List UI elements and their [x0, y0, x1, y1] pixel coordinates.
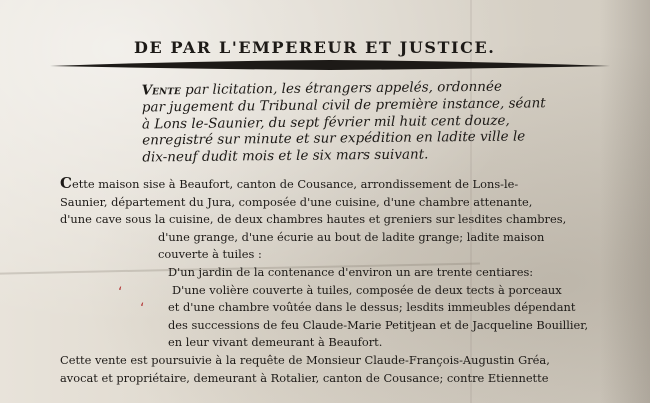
- intro-paragraph: [142, 78, 613, 167]
- body-line: en leur vivant demeurant à Beaufort.: [168, 335, 383, 350]
- body-line: d'une cave sous la cuisine, de deux chambres hautes et greniers sur lesdites chambres,: [60, 212, 567, 227]
- body-line: des successions de feu Claude-Marie Petitjean et de Jacqueline Bouillier,: [168, 317, 589, 332]
- body-line: avocat et propriétaire, demeurant à Rotalier, canton de Cousance; contre Etiennette: [60, 370, 549, 385]
- body-line: et d'une chambre voûtée dans le dessus; lesdits immeubles dépendant: [168, 300, 576, 315]
- intro-line: par jugement du Tribunal civil de première instance, séant: [141, 95, 546, 116]
- body-line: D'une volière couverte à tuiles, composée de deux tects à porceaux: [172, 282, 562, 297]
- body-line: couverte à tuiles :: [158, 247, 262, 262]
- body-line: Saunier, département du Jura, composée d'une cuisine, d'une chambre attenante,: [60, 194, 533, 209]
- body-paragraph: [60, 175, 620, 387]
- body-line: Cette vente est poursuivie à la requête de Monsieur Claude-François-Augustin Gréa,: [60, 352, 550, 367]
- page-shadow: [600, 0, 650, 403]
- intro-line: enregistré sur minute et sur expédition en ladite ville le: [142, 128, 526, 149]
- red-ink-mark: ‘: [140, 301, 145, 317]
- intro-line: dix-neuf dudit mois et le six mars suivant.: [142, 146, 429, 166]
- body-line: D'un jardin de la contenance d'environ un are trente centiares:: [168, 264, 534, 279]
- body-line: d'une grange, d'une écurie au bout de ladite grange; ladite maison: [158, 229, 545, 244]
- page-heading: DE PAR L'EMPEREUR ET JUSTICE.: [134, 38, 496, 57]
- drop-cap: C: [60, 174, 72, 192]
- body-line: Cette maison sise à Beaufort, canton de Cousance, arrondissement de Lons-le-: [60, 174, 519, 192]
- red-ink-mark: ‘: [118, 285, 123, 301]
- intro-first-word: Vente: [141, 82, 181, 99]
- heading-rule: [50, 58, 610, 74]
- intro-line: à Lons le-Saunier, du sept février mil huit cent douze,: [141, 112, 510, 133]
- intro-line: Vente par licitation, les étrangers appelés, ordonnée: [141, 78, 503, 99]
